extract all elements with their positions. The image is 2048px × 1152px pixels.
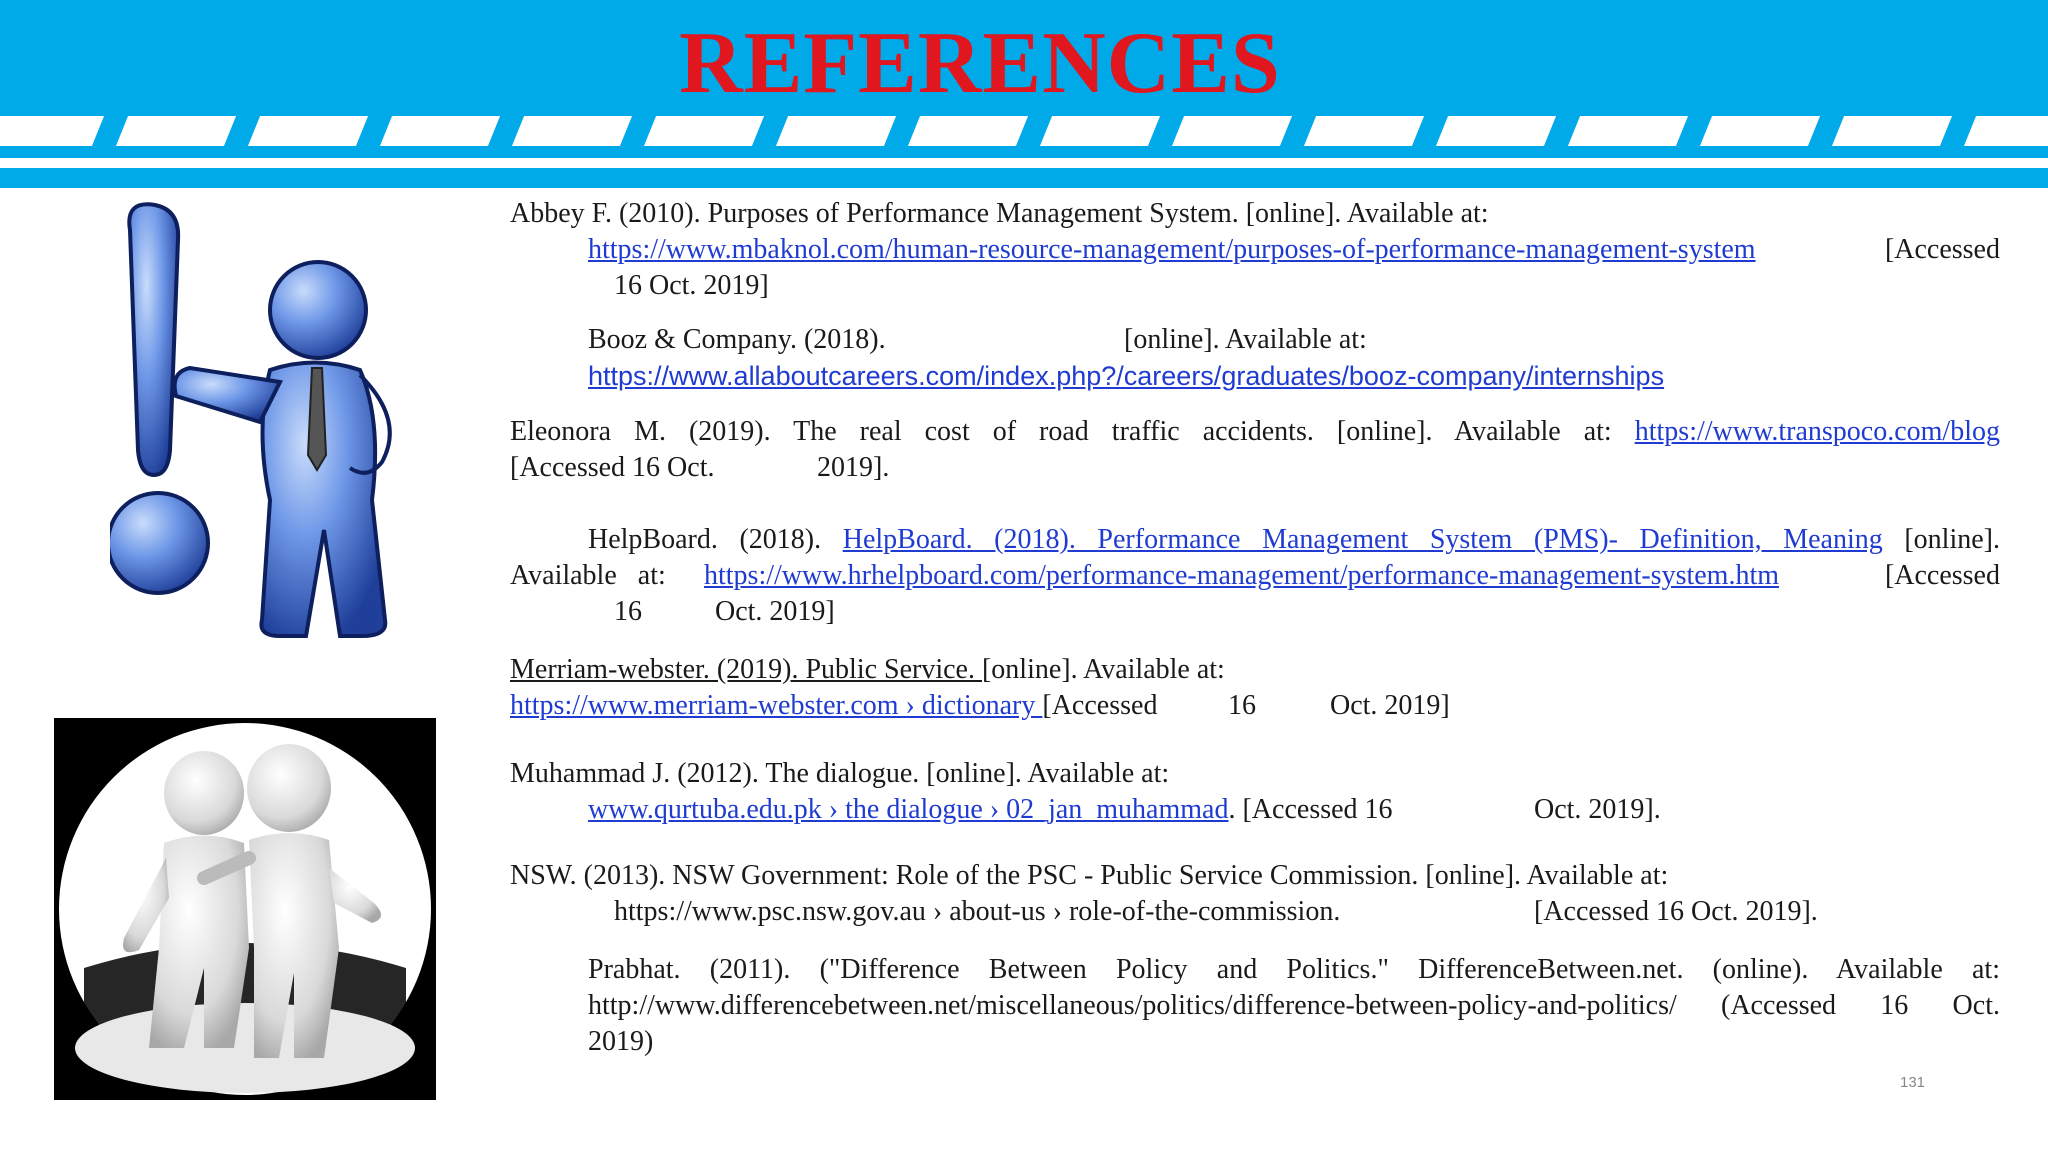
reference-text: Merriam-webster. (2019). Public Service. [510, 654, 982, 685]
reference-text-line [588, 322, 2000, 358]
reference-text-line [510, 652, 2000, 688]
page-number: 131 [1900, 1074, 1926, 1091]
reference-merriam [510, 652, 2000, 724]
reference-link-line [510, 558, 2000, 594]
reference-link[interactable]: https://www.mbaknol.com/human-resource-management/purposes-of-performance-management-system [588, 234, 1756, 265]
header-stripe-dash [644, 116, 764, 146]
reference-accessed: . [Accessed 16 [1228, 794, 1393, 825]
reference-url: https://www.psc.nsw.gov.au › about-us › role-of-the-commission. [614, 896, 1341, 927]
header-stripe-dash [1304, 116, 1424, 146]
header-stripe-dash [1832, 116, 1952, 146]
reference-text-line2: http://www.differencebetween.net/miscellaneous/politics/difference-between-policy-and-politics/ (Accessed 16 Oct. [588, 990, 2000, 1021]
reference-link[interactable]: https://www.merriam-webster.com › dictionary [510, 690, 1043, 721]
header-stripe-dash [512, 116, 632, 146]
reference-text: HelpBoard. (2018). [588, 524, 822, 555]
reference-link[interactable]: https://www.transpoco.com/blog [1634, 416, 2000, 447]
reference-accessed: [Accessed 16 Oct. 2019]. [1534, 896, 1818, 927]
header-stripe-dash [380, 116, 500, 146]
header-stripe-dash [116, 116, 236, 146]
reference-link-line [510, 232, 2000, 268]
reference-accessed-date: 16 Oct. 2019] [614, 270, 769, 301]
reference-accessed-date: Oct. 2019]. [1534, 794, 1661, 825]
reference-prabhat [588, 952, 2000, 1060]
reference-accessed-date: 2019]. [817, 452, 890, 483]
header-stripe-dash [248, 116, 368, 146]
reference-text: NSW. (2013). NSW Government: Role of the PSC - Public Service Commission. [online]. Available at: [510, 860, 1669, 891]
reference-nsw [510, 858, 2000, 930]
header-stripe-dash [1964, 116, 2048, 146]
header-stripe-dash [0, 116, 104, 146]
header-stripe-dash [1040, 116, 1160, 146]
header-divider-line [0, 158, 2048, 168]
reference-text-line1: Prabhat. (2011). ("Difference Between Policy and Politics." DifferenceBetween.net. (online). Available at: [588, 954, 2000, 985]
reference-booz [588, 322, 2000, 394]
reference-link[interactable]: https://www.hrhelpboard.com/performance-management/performance-management-system.htm [704, 560, 1780, 591]
reference-link[interactable]: www.qurtuba.edu.pk › the dialogue › 02_jan_muhammad [588, 794, 1229, 825]
reference-text: Muhammad J. (2012). The dialogue. [online]. Available at: [510, 758, 1170, 789]
reference-text: Abbey F. (2010). Purposes of Performance Management System. [online]. Available at: [510, 198, 1489, 229]
header-stripe-dash [1568, 116, 1688, 146]
reference-text: Booz & Company. (2018). [588, 324, 886, 355]
reference-available: Available at: [510, 560, 666, 591]
reference-helpboard [510, 522, 2000, 630]
header-stripes [0, 116, 2048, 146]
header-banner [0, 0, 2048, 188]
header-band-bottom [0, 168, 2048, 188]
reference-accessed: [Accessed [1884, 560, 2000, 591]
header-stripe-dash [1700, 116, 1820, 146]
reference-eleonora [510, 414, 2000, 486]
header-band-lower [0, 146, 2048, 158]
reference-available: [online]. Available at: [981, 654, 1225, 685]
reference-accessed-day: 16 [614, 596, 642, 627]
reference-online: [online]. [1904, 524, 2000, 555]
reference-link-line [510, 688, 2000, 724]
reference-url-line [510, 894, 2000, 930]
reference-accessed-date: Oct. 2019] [715, 596, 835, 627]
reference-abbey [510, 196, 2000, 304]
two-figures-icon [54, 718, 436, 1100]
reference-accessed-day: 16 [1228, 690, 1256, 721]
reference-link[interactable]: https://www.allaboutcareers.com/index.php?/careers/graduates/booz-company/internships [588, 361, 1665, 391]
reference-text-line [510, 414, 2000, 450]
reference-title-link[interactable]: HelpBoard. (2018). Performance Management System (PMS)- Definition, Meaning [842, 524, 1883, 555]
reference-accessed-date: Oct. 2019] [1330, 690, 1450, 721]
reference-text-line3: 2019) [588, 1026, 654, 1057]
reference-muhammad [510, 756, 2000, 828]
reference-accessed: [Accessed [1042, 690, 1158, 721]
reference-accessed-line [510, 450, 2000, 486]
reference-link-line [510, 792, 2000, 828]
reference-available: [online]. Available at: [1124, 324, 1367, 355]
person-exclamation-icon [110, 200, 430, 640]
header-stripe-dash [908, 116, 1028, 146]
header-stripe-dash [1172, 116, 1292, 146]
header-stripe-dash [1436, 116, 1556, 146]
reference-accessed: [Accessed [1884, 234, 2000, 265]
reference-accessed: [Accessed 16 Oct. [510, 452, 715, 483]
two-figures-image [54, 718, 436, 1100]
header-stripe-dash [776, 116, 896, 146]
reference-accessed-line [510, 594, 2000, 630]
reference-text: Eleonora M. (2019). The real cost of road traffic accidents. [online]. Available at: [510, 416, 1612, 447]
reference-text-line [510, 522, 2000, 558]
page-title: REFERENCES [679, 15, 1281, 112]
